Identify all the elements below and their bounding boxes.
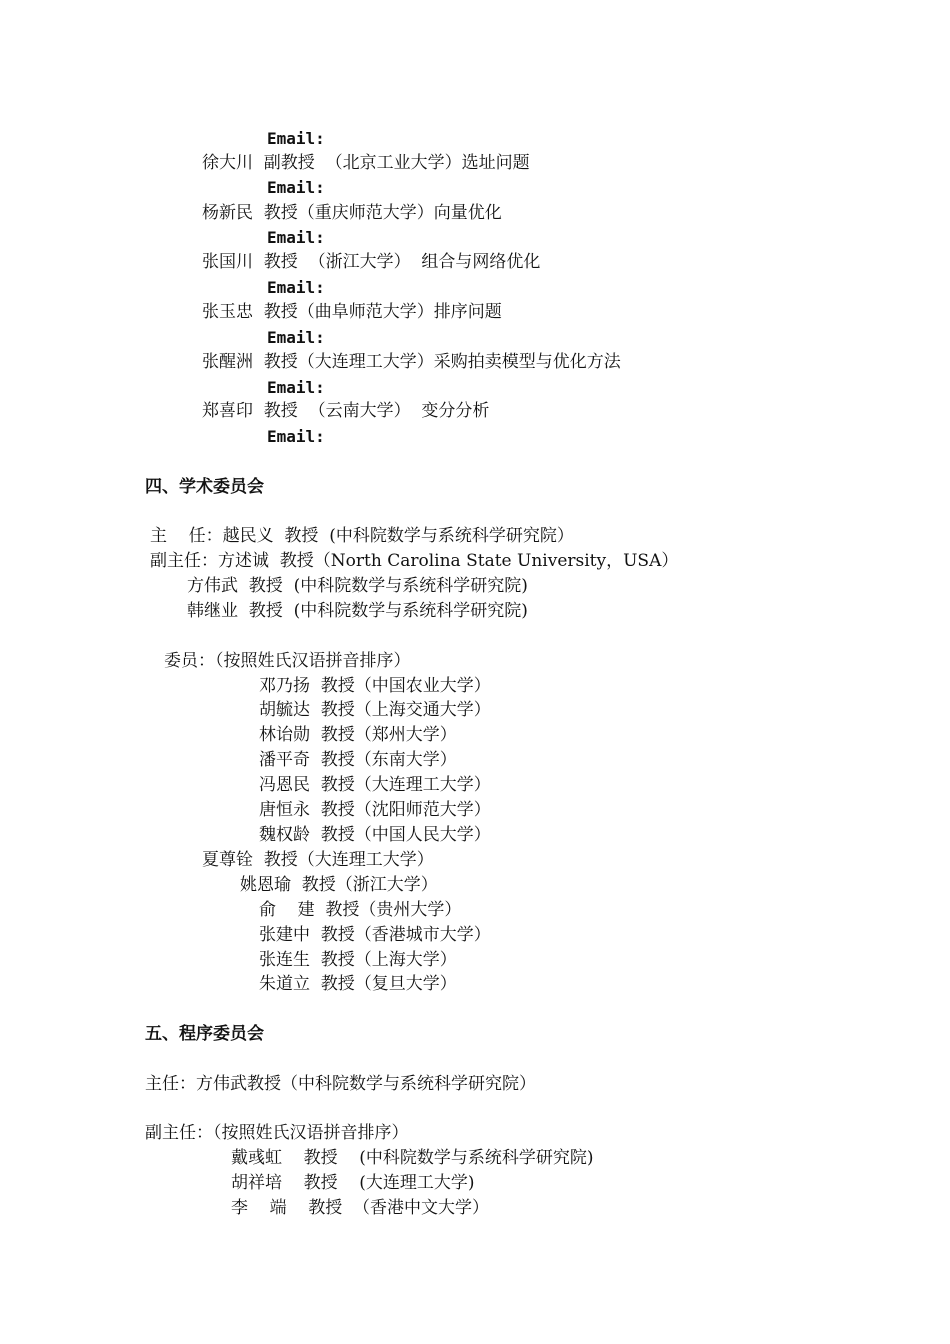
organizer-line: 张国川 教授 （浙江大学） 组合与网络优化 — [202, 252, 541, 272]
organizer-line: 徐大川 副教授 （北京工业大学）选址问题 — [202, 153, 530, 173]
program-vice-chair: 戴彧虹 教授 (中科院数学与系统科学研究院) — [231, 1148, 594, 1168]
vice-chairs-label: 副主任：（按照姓氏汉语拼音排序） — [145, 1123, 409, 1143]
organizer-line: 杨新民 教授（重庆师范大学）向量优化 — [202, 203, 502, 223]
committee-member: 潘平奇 教授（东南大学） — [259, 750, 457, 770]
section-heading-program-committee: 五、程序委员会 — [145, 1024, 264, 1044]
committee-member: 姚恩瑜 教授（浙江大学） — [240, 875, 438, 895]
committee-member: 唐恒永 教授（沈阳师范大学） — [259, 800, 491, 820]
committee-member: 林诒勋 教授（郑州大学） — [259, 725, 457, 745]
committee-member: 张建中 教授（香港城市大学） — [259, 925, 491, 945]
committee-member: 朱道立 教授（复旦大学） — [259, 974, 457, 994]
program-vice-chair: 胡祥培 教授 (大连理工大学) — [231, 1173, 475, 1193]
committee-member: 邓乃扬 教授（中国农业大学） — [259, 676, 491, 696]
email-label: Email: — [267, 178, 325, 197]
committee-vice-chair: 方伟武 教授 (中科院数学与系统科学研究院) — [187, 576, 528, 596]
committee-vice-chair: 韩继业 教授 (中科院数学与系统科学研究院) — [187, 601, 528, 621]
members-label: 委员：（按照姓氏汉语拼音排序） — [164, 651, 411, 671]
program-chair: 主任：方伟武教授（中科院数学与系统科学研究院） — [145, 1074, 536, 1094]
committee-member: 魏权龄 教授（中国人民大学） — [259, 825, 491, 845]
committee-member: 夏尊铨 教授（大连理工大学） — [202, 850, 434, 870]
section-heading-academic-committee: 四、学术委员会 — [145, 477, 264, 497]
email-label: Email: — [267, 328, 325, 347]
committee-member: 张连生 教授（上海大学） — [259, 950, 457, 970]
organizer-line: 张玉忠 教授（曲阜师范大学）排序问题 — [202, 302, 502, 322]
organizer-line: 张醒洲 教授（大连理工大学）采购拍卖模型与优化方法 — [202, 352, 621, 372]
committee-member: 冯恩民 教授（大连理工大学） — [259, 775, 491, 795]
email-label: Email: — [267, 278, 325, 297]
email-label: Email: — [267, 427, 325, 446]
committee-chair: 主 任：越民义 教授 (中科院数学与系统科学研究院） — [150, 526, 574, 546]
organizer-line: 郑喜印 教授 （云南大学） 变分分析 — [202, 401, 490, 421]
committee-member: 胡毓达 教授（上海交通大学） — [259, 700, 491, 720]
program-vice-chair: 李 端 教授 （香港中文大学） — [231, 1198, 490, 1218]
email-label: Email: — [267, 129, 325, 148]
committee-member: 俞 建 教授（贵州大学） — [259, 900, 462, 920]
email-label: Email: — [267, 378, 325, 397]
committee-vice-chair: 副主任：方述诚 教授（North Carolina State University，USA） — [150, 551, 679, 571]
email-label: Email: — [267, 228, 325, 247]
